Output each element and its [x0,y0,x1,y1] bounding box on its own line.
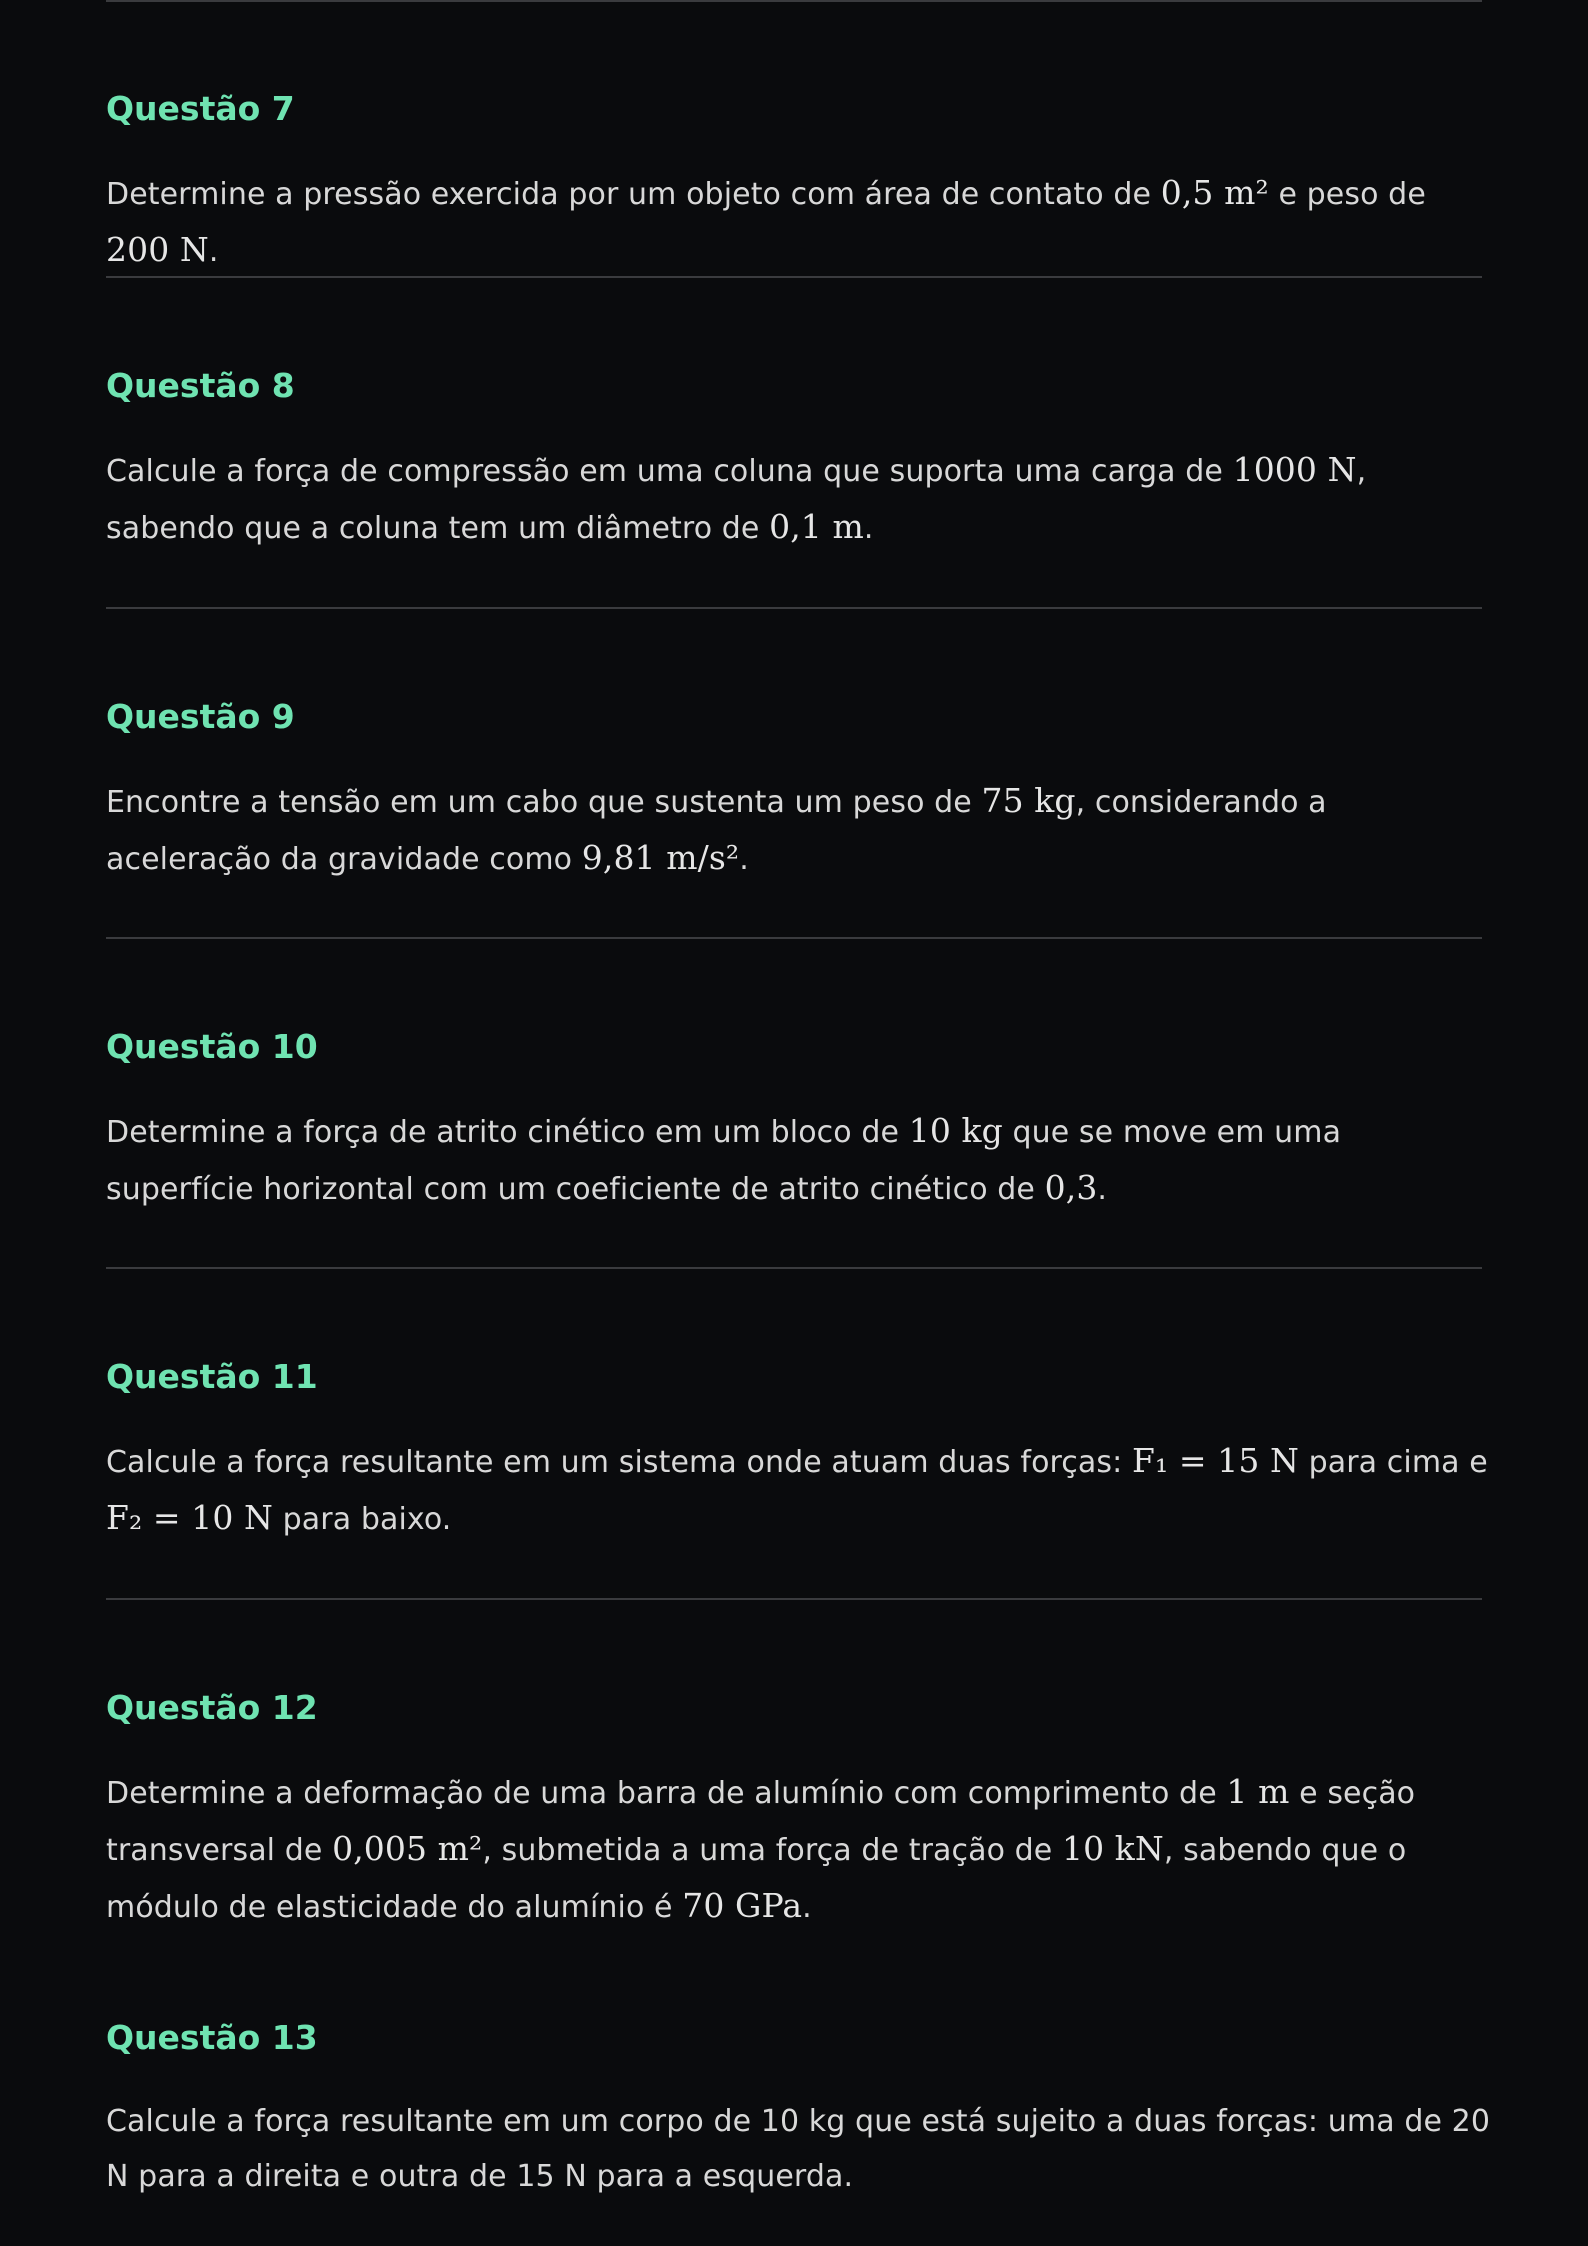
question-13-title: Questão 13 [106,2018,318,2057]
math-load: 1000 N [1232,450,1357,489]
math-mass: 10 kg [908,1111,1003,1150]
question-12-text: Determine a deformação de uma barra de alumínio com comprimento de 1 m e seção transversal de 0,005 m², submetida a uma força de tração de 10 kN, sabendo que o módulo de elasticidade do alumínio é 70 GPa. [106,1772,1416,1925]
math-force: 10 kN [1062,1829,1164,1868]
math-force-1: F₁ = 15 N [1131,1441,1299,1480]
question-9-title: Questão 9 [106,697,295,736]
question-7-text: Determine a pressão exercida por um objeto com área de contato de 0,5 m² e peso de 200 N. [106,173,1426,269]
divider [106,607,1482,609]
divider [106,276,1482,278]
question-11-text: Calcule a força resultante em um sistema onde atuam duas forças: F₁ = 15 N para cima e F₂ = 10 N para baixo. [106,1441,1488,1537]
question-10-title: Questão 10 [106,1027,318,1066]
math-mass: 75 kg [981,781,1076,820]
divider [106,0,1482,2]
math-coefficient: 0,3 [1044,1168,1098,1207]
question-13-text: Calcule a força resultante em um corpo de 10 kg que está sujeito a duas forças: uma de 20 N para a direita e outra de 15 N para a esquerda. [106,2104,1491,2194]
math-area: 0,5 m² [1160,173,1269,212]
divider [106,1598,1482,1600]
question-8-title: Questão 8 [106,366,295,405]
math-weight: 200 N [106,230,209,269]
question-8-text: Calcule a força de compressão em uma coluna que suporta uma carga de 1000 N, sabendo que a coluna tem um diâmetro de 0,1 m. [106,450,1367,546]
question-10-text: Determine a força de atrito cinético em um bloco de 10 kg que se move em uma superfície horizontal com um coeficiente de atrito cinético de 0,3. [106,1111,1342,1207]
divider [106,937,1482,939]
math-modulus: 70 GPa [682,1886,803,1925]
math-length: 1 m [1226,1772,1290,1811]
math-diameter: 0,1 m [769,507,864,546]
math-area: 0,005 m² [332,1829,483,1868]
question-12-title: Questão 12 [106,1688,318,1727]
question-11-title: Questão 11 [106,1357,318,1396]
question-7-title: Questão 7 [106,89,295,128]
math-force-2: F₂ = 10 N [106,1498,274,1537]
math-gravity: 9,81 m/s² [581,838,740,877]
divider [106,1267,1482,1269]
question-9-text: Encontre a tensão em um cabo que sustenta um peso de 75 kg, considerando a aceleração da gravidade como 9,81 m/s². [106,781,1327,877]
